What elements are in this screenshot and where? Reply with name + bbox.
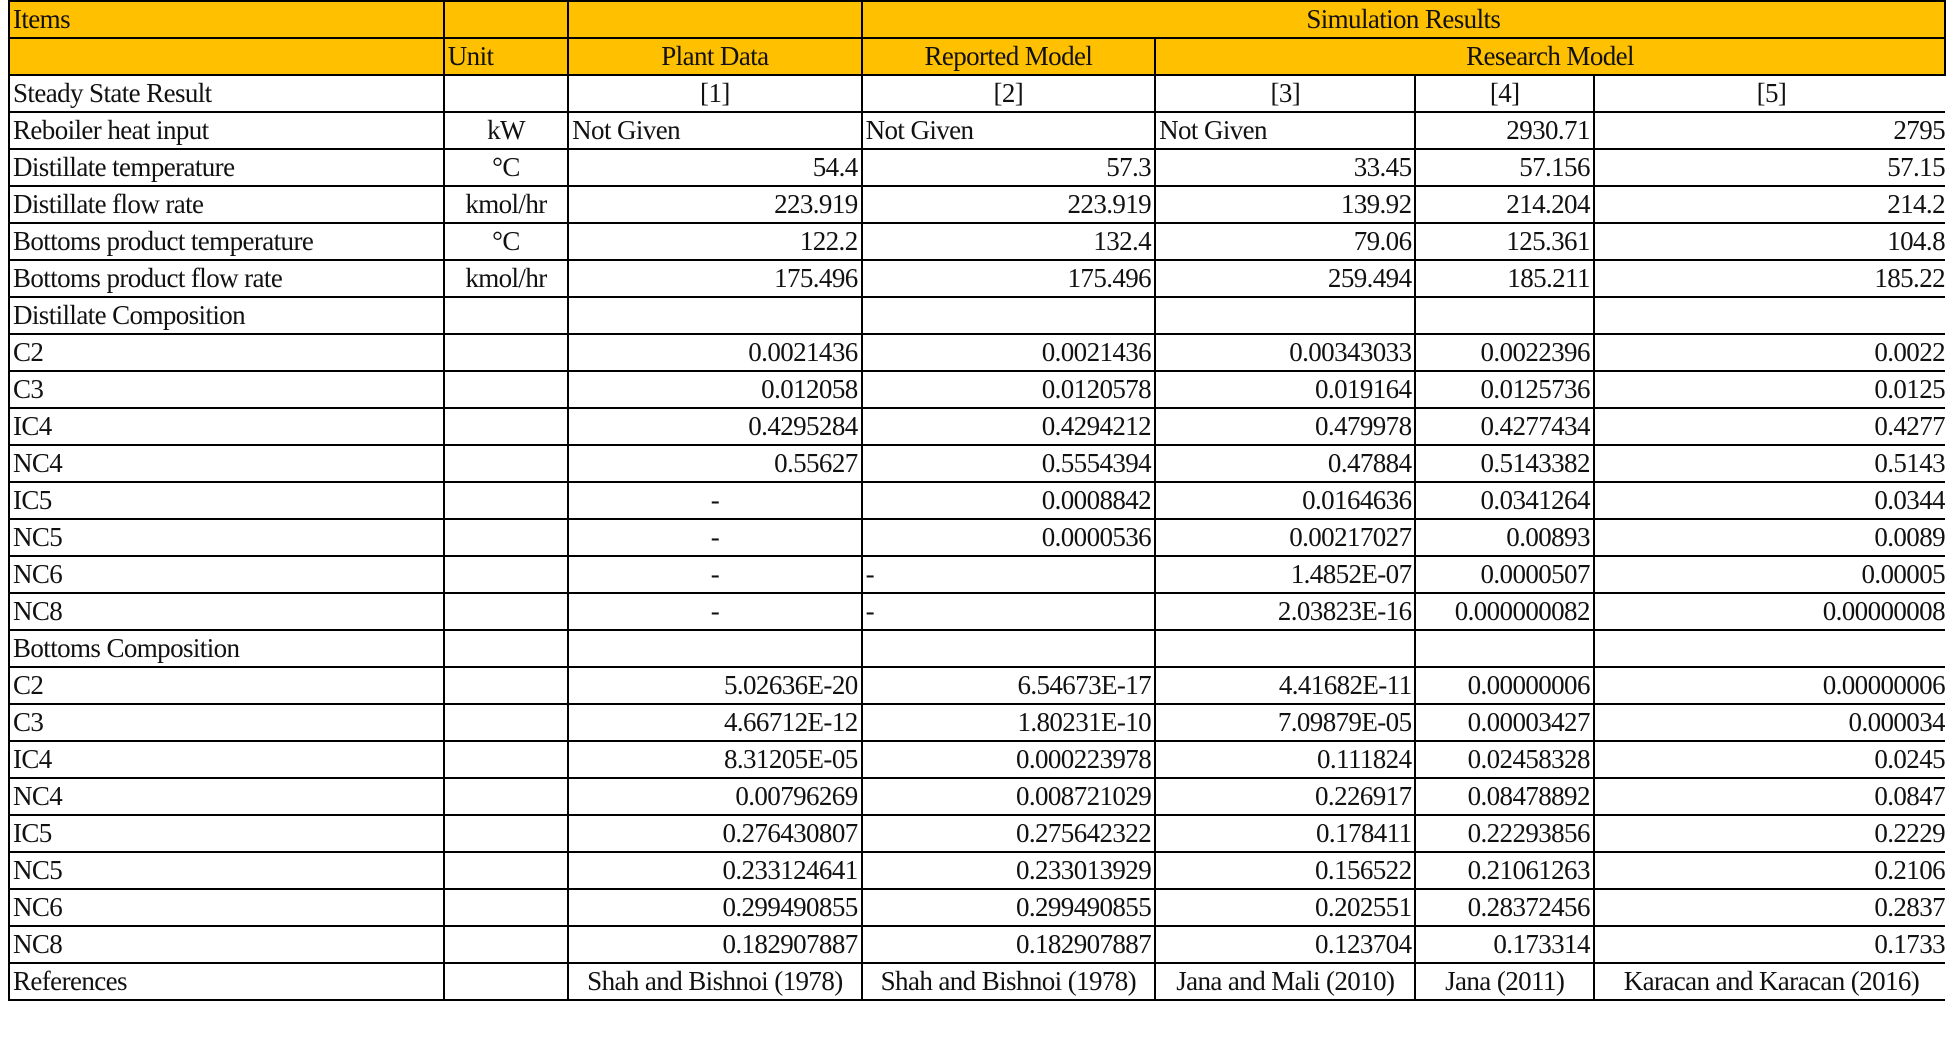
row-unit [444, 482, 568, 519]
row-unit [444, 926, 568, 963]
research-model-3-value: 0.202551 [1155, 889, 1415, 926]
research-model-5-value: 0.0245 [1594, 741, 1945, 778]
row-unit [444, 519, 568, 556]
research-model-4-value: 0.0341264 [1415, 482, 1593, 519]
research-model-5-value: 0.000034 [1594, 704, 1945, 741]
plant-data-value: Shah and Bishnoi (1978) [568, 963, 861, 1000]
reported-model-value [862, 630, 1155, 667]
plant-data-value [568, 297, 861, 334]
research-model-3-value: 259.494 [1155, 260, 1415, 297]
reported-model-value: Shah and Bishnoi (1978) [862, 963, 1155, 1000]
research-model-3-value: 0.0164636 [1155, 482, 1415, 519]
row-unit [444, 408, 568, 445]
header-empty-unit [444, 1, 568, 38]
plant-data-value: - [568, 556, 861, 593]
table-row [9, 371, 1945, 408]
reported-model-value: 0.233013929 [862, 852, 1155, 889]
research-model-4-value: 0.173314 [1415, 926, 1593, 963]
table-row [9, 445, 1945, 482]
header-plant-data: Plant Data [568, 38, 861, 75]
row-unit [444, 852, 568, 889]
research-model-5-value: 0.0344 [1594, 482, 1945, 519]
research-model-3-value: 7.09879E-05 [1155, 704, 1415, 741]
header-research-model: Research Model [1155, 38, 1945, 75]
research-model-4-value: 0.0125736 [1415, 371, 1593, 408]
plant-data-value [568, 630, 861, 667]
plant-data-value: 0.233124641 [568, 852, 861, 889]
row-unit: kmol/hr [444, 260, 568, 297]
research-model-5-value: 0.2229 [1594, 815, 1945, 852]
row-item-label: IC5 [9, 815, 444, 852]
table-row [9, 186, 1945, 223]
research-model-5-value: 0.2106 [1594, 852, 1945, 889]
row-item-label: IC4 [9, 408, 444, 445]
reported-model-value: Not Given [862, 112, 1155, 149]
research-model-5-value: 57.15 [1594, 149, 1945, 186]
reported-model-value: 0.299490855 [862, 889, 1155, 926]
row-item-label: References [9, 963, 444, 1000]
research-model-4-value: Jana (2011) [1415, 963, 1593, 1000]
research-model-4-value: 0.21061263 [1415, 852, 1593, 889]
table-row [9, 926, 1945, 963]
research-model-3-value: 33.45 [1155, 149, 1415, 186]
research-model-3-value: Jana and Mali (2010) [1155, 963, 1415, 1000]
research-model-5-value: 0.4277 [1594, 408, 1945, 445]
plant-data-value: 175.496 [568, 260, 861, 297]
reported-model-value: 0.0021436 [862, 334, 1155, 371]
reported-model-value: 0.5554394 [862, 445, 1155, 482]
plant-data-value: 0.182907887 [568, 926, 861, 963]
research-model-4-value: 0.000000082 [1415, 593, 1593, 630]
table-row [9, 519, 1945, 556]
table-row [9, 297, 1945, 334]
research-model-5-value: 214.2 [1594, 186, 1945, 223]
research-model-4-value: 0.00003427 [1415, 704, 1593, 741]
research-model-4-value: 125.361 [1415, 223, 1593, 260]
research-model-5-value: 0.0125 [1594, 371, 1945, 408]
row-item-label: C3 [9, 704, 444, 741]
research-model-5-value: [5] [1594, 75, 1945, 112]
header-row-2 [9, 38, 1945, 75]
research-model-5-value: 0.0089 [1594, 519, 1945, 556]
table-row [9, 667, 1945, 704]
table-row [9, 852, 1945, 889]
research-model-3-value: 2.03823E-16 [1155, 593, 1415, 630]
table-row [9, 593, 1945, 630]
research-model-3-value: 0.111824 [1155, 741, 1415, 778]
table-row [9, 963, 1945, 1000]
research-model-4-value: 2930.71 [1415, 112, 1593, 149]
plant-data-value: 0.276430807 [568, 815, 861, 852]
research-model-3-value: 79.06 [1155, 223, 1415, 260]
row-unit [444, 445, 568, 482]
reported-model-value: 132.4 [862, 223, 1155, 260]
table-row [9, 408, 1945, 445]
research-model-3-value: [3] [1155, 75, 1415, 112]
row-item-label: C2 [9, 334, 444, 371]
research-model-4-value: 214.204 [1415, 186, 1593, 223]
row-item-label: NC8 [9, 926, 444, 963]
research-model-5-value: 0.00000008 [1594, 593, 1945, 630]
research-model-4-value: 0.00000006 [1415, 667, 1593, 704]
row-unit [444, 741, 568, 778]
header-unit: Unit [444, 38, 568, 75]
reported-model-value: 0.182907887 [862, 926, 1155, 963]
row-unit [444, 815, 568, 852]
research-model-4-value: 0.0000507 [1415, 556, 1593, 593]
header-simulation-results: Simulation Results [862, 1, 1945, 38]
reported-model-value: - [862, 593, 1155, 630]
header-empty-items [9, 38, 444, 75]
row-item-label: NC5 [9, 852, 444, 889]
row-item-label: C3 [9, 371, 444, 408]
table-row [9, 704, 1945, 741]
plant-data-value: - [568, 482, 861, 519]
research-model-3-value: 139.92 [1155, 186, 1415, 223]
reported-model-value: 6.54673E-17 [862, 667, 1155, 704]
research-model-3-value: 1.4852E-07 [1155, 556, 1415, 593]
table-row [9, 149, 1945, 186]
row-item-label: IC5 [9, 482, 444, 519]
row-unit [444, 371, 568, 408]
reported-model-value: 57.3 [862, 149, 1155, 186]
research-model-5-value: 0.0847 [1594, 778, 1945, 815]
row-unit [444, 963, 568, 1000]
row-item-label: NC4 [9, 778, 444, 815]
row-item-label: NC6 [9, 889, 444, 926]
research-model-4-value: 0.28372456 [1415, 889, 1593, 926]
research-model-4-value [1415, 630, 1593, 667]
research-model-5-value: 0.2837 [1594, 889, 1945, 926]
research-model-5-value: Karacan and Karacan (2016) [1594, 963, 1945, 1000]
research-model-4-value: [4] [1415, 75, 1593, 112]
research-model-4-value: 57.156 [1415, 149, 1593, 186]
row-unit [444, 667, 568, 704]
table-row [9, 260, 1945, 297]
research-model-5-value: 185.22 [1594, 260, 1945, 297]
plant-data-value: 0.4295284 [568, 408, 861, 445]
row-unit [444, 704, 568, 741]
reported-model-value: 175.496 [862, 260, 1155, 297]
research-model-5-value: 0.00005 [1594, 556, 1945, 593]
plant-data-value: Not Given [568, 112, 861, 149]
reported-model-value: 0.0120578 [862, 371, 1155, 408]
table-row [9, 889, 1945, 926]
research-model-4-value: 0.0022396 [1415, 334, 1593, 371]
plant-data-value: [1] [568, 75, 861, 112]
table-row [9, 482, 1945, 519]
row-unit [444, 593, 568, 630]
plant-data-value: - [568, 519, 861, 556]
table-row [9, 556, 1945, 593]
research-model-4-value: 0.02458328 [1415, 741, 1593, 778]
header-row-1 [9, 1, 1945, 38]
research-model-3-value [1155, 297, 1415, 334]
row-unit: °C [444, 223, 568, 260]
research-model-4-value: 0.4277434 [1415, 408, 1593, 445]
reported-model-value: 0.0000536 [862, 519, 1155, 556]
row-unit [444, 778, 568, 815]
research-model-4-value: 0.08478892 [1415, 778, 1593, 815]
reported-model-value: 0.0008842 [862, 482, 1155, 519]
research-model-5-value: 2795 [1594, 112, 1945, 149]
row-unit [444, 889, 568, 926]
plant-data-value: 223.919 [568, 186, 861, 223]
row-item-label: Bottoms product temperature [9, 223, 444, 260]
research-model-4-value: 0.22293856 [1415, 815, 1593, 852]
plant-data-value: - [568, 593, 861, 630]
header-empty-plant [568, 1, 861, 38]
simulation-comparison-table [8, 0, 1946, 1001]
reported-model-value [862, 297, 1155, 334]
row-item-label: NC4 [9, 445, 444, 482]
table-row [9, 741, 1945, 778]
row-unit [444, 334, 568, 371]
reported-model-value: - [862, 556, 1155, 593]
research-model-4-value: 0.5143382 [1415, 445, 1593, 482]
reported-model-value: [2] [862, 75, 1155, 112]
table-row [9, 815, 1945, 852]
table-row [9, 112, 1945, 149]
research-model-4-value: 185.211 [1415, 260, 1593, 297]
plant-data-value: 4.66712E-12 [568, 704, 861, 741]
research-model-3-value: 0.47884 [1155, 445, 1415, 482]
plant-data-value: 54.4 [568, 149, 861, 186]
research-model-5-value: 0.0022 [1594, 334, 1945, 371]
research-model-5-value [1594, 297, 1945, 334]
plant-data-value: 0.00796269 [568, 778, 861, 815]
row-item-label: IC4 [9, 741, 444, 778]
research-model-5-value: 0.1733 [1594, 926, 1945, 963]
research-model-3-value: Not Given [1155, 112, 1415, 149]
table-row [9, 223, 1945, 260]
research-model-3-value: 0.00217027 [1155, 519, 1415, 556]
row-unit: kW [444, 112, 568, 149]
table-row [9, 778, 1945, 815]
research-model-3-value: 0.156522 [1155, 852, 1415, 889]
plant-data-value: 8.31205E-05 [568, 741, 861, 778]
header-items: Items [9, 1, 444, 38]
row-item-label: C2 [9, 667, 444, 704]
research-model-3-value: 0.123704 [1155, 926, 1415, 963]
research-model-3-value: 0.479978 [1155, 408, 1415, 445]
reported-model-value: 223.919 [862, 186, 1155, 223]
research-model-3-value: 0.226917 [1155, 778, 1415, 815]
plant-data-value: 122.2 [568, 223, 861, 260]
row-item-label: Bottoms product flow rate [9, 260, 444, 297]
plant-data-value: 5.02636E-20 [568, 667, 861, 704]
row-item-label: NC6 [9, 556, 444, 593]
research-model-3-value: 4.41682E-11 [1155, 667, 1415, 704]
research-model-3-value: 0.00343033 [1155, 334, 1415, 371]
research-model-5-value: 0.00000006 [1594, 667, 1945, 704]
row-item-label: Steady State Result [9, 75, 444, 112]
row-item-label: Distillate Composition [9, 297, 444, 334]
plant-data-value: 0.012058 [568, 371, 861, 408]
row-item-label: Reboiler heat input [9, 112, 444, 149]
row-unit [444, 630, 568, 667]
table-row [9, 334, 1945, 371]
table-row [9, 630, 1945, 667]
reported-model-value: 0.4294212 [862, 408, 1155, 445]
row-unit: kmol/hr [444, 186, 568, 223]
reported-model-value: 0.275642322 [862, 815, 1155, 852]
research-model-3-value: 0.019164 [1155, 371, 1415, 408]
research-model-5-value [1594, 630, 1945, 667]
research-model-3-value: 0.178411 [1155, 815, 1415, 852]
row-item-label: Distillate flow rate [9, 186, 444, 223]
research-model-5-value: 0.5143 [1594, 445, 1945, 482]
row-item-label: NC5 [9, 519, 444, 556]
research-model-4-value [1415, 297, 1593, 334]
row-unit [444, 297, 568, 334]
row-unit [444, 75, 568, 112]
row-item-label: NC8 [9, 593, 444, 630]
research-model-4-value: 0.00893 [1415, 519, 1593, 556]
plant-data-value: 0.0021436 [568, 334, 861, 371]
reported-model-value: 1.80231E-10 [862, 704, 1155, 741]
row-item-label: Bottoms Composition [9, 630, 444, 667]
row-item-label: Distillate temperature [9, 149, 444, 186]
research-model-5-value: 104.8 [1594, 223, 1945, 260]
row-unit: °C [444, 149, 568, 186]
reported-model-value: 0.008721029 [862, 778, 1155, 815]
table-row [9, 75, 1945, 112]
plant-data-value: 0.55627 [568, 445, 861, 482]
header-reported-model: Reported Model [862, 38, 1155, 75]
plant-data-value: 0.299490855 [568, 889, 861, 926]
row-unit [444, 556, 568, 593]
reported-model-value: 0.000223978 [862, 741, 1155, 778]
research-model-3-value [1155, 630, 1415, 667]
